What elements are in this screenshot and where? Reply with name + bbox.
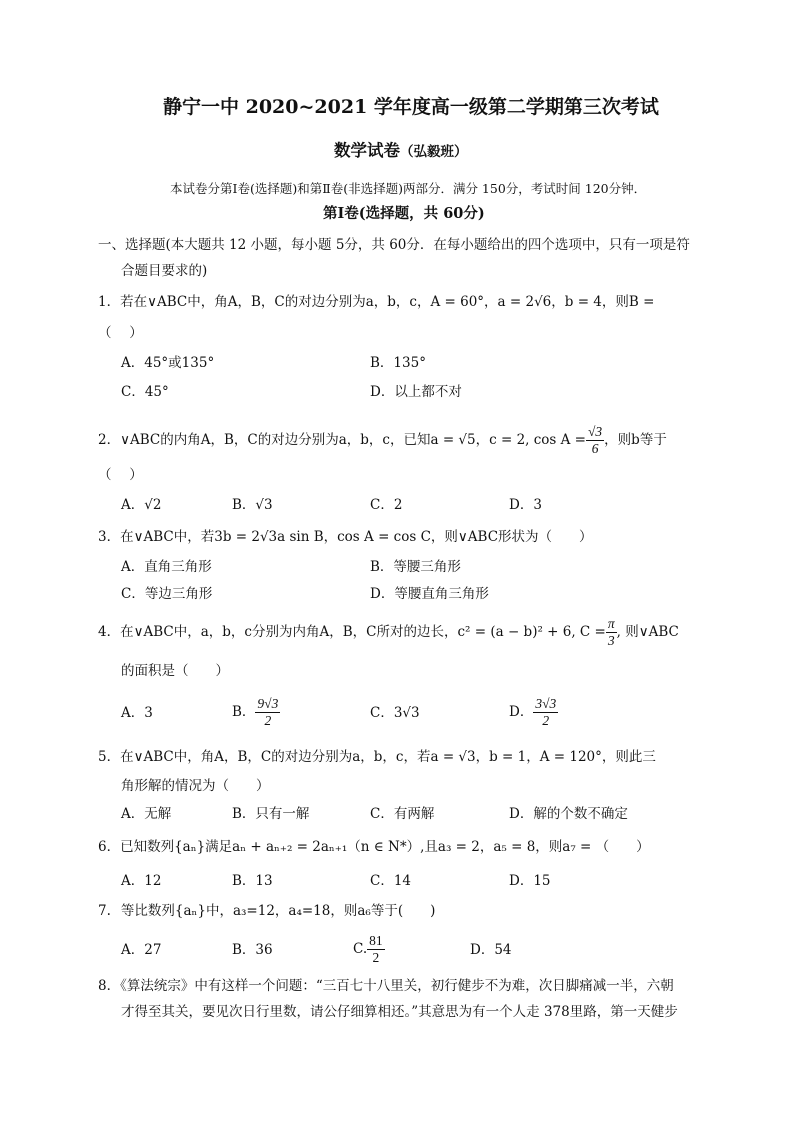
question-2-blank: （ ） bbox=[98, 467, 143, 483]
question-7-option-b: B．36 bbox=[232, 942, 273, 958]
question-4-option-d-denominator: 2 bbox=[542, 713, 550, 728]
question-6-option-a: A．12 bbox=[121, 873, 162, 889]
question-4-option-d-numerator: 3√3 bbox=[535, 696, 557, 711]
exam-intro: 本试卷分第Ⅰ卷(选择题)和第Ⅱ卷(非选择题)两部分．满分 150分，考试时间 120分钟． bbox=[170, 181, 647, 196]
question-5-text-b: 角形解的情况为（ ） bbox=[121, 778, 270, 794]
question-7-option-c-fraction bbox=[367, 933, 385, 966]
question-1-blank: （ ） bbox=[98, 325, 143, 341]
question-2-text-a: ∨ABC的内角A，B，C的对边分别为a，b，c，已知a = √5，c = 2, cos A = bbox=[120, 432, 586, 448]
question-6-option-b: B．13 bbox=[232, 873, 273, 889]
question-2-option-b: B．√3 bbox=[232, 497, 273, 513]
exam-subtitle bbox=[334, 142, 468, 161]
question-5-text-a: 在∨ABC中，角A，B，C的对边分别为a，b，c，若a = √3，b = 1，A = 120°，则此三 bbox=[120, 749, 656, 765]
question-4-option-b-numerator: 9√3 bbox=[257, 696, 279, 711]
question-2-stem bbox=[98, 420, 667, 460]
question-4-option-d-label: D． bbox=[509, 704, 534, 720]
question-7-option-c bbox=[353, 929, 385, 969]
question-7-option-c-label: C. bbox=[353, 941, 368, 957]
subtitle-class-note: （弘毅班） bbox=[400, 144, 468, 160]
question-7-number: 7. bbox=[98, 903, 111, 919]
question-3-text: 在∨ABC中，若3b = 2√3a sin B，cos A = cos C，则∨ABC形状为（ ） bbox=[120, 529, 593, 545]
question-3-option-c: C．等边三角形 bbox=[121, 586, 213, 602]
question-3-option-d: D．等腰直角三角形 bbox=[370, 586, 489, 602]
question-8-line-1 bbox=[98, 977, 674, 995]
question-4-option-c: C．3√3 bbox=[370, 705, 420, 721]
question-2-fraction bbox=[586, 424, 604, 457]
question-7-option-c-denominator: 2 bbox=[372, 950, 380, 965]
question-7-text: 等比数列{aₙ}中，a₃=12，a₄=18，则a₆等于( ) bbox=[120, 903, 436, 919]
instructions-line-2: 合题目要求的) bbox=[121, 263, 208, 279]
question-4-text-a: 在∨ABC中，a，b，c分别为内角A，B，C所对的边长，c² = (a − b)² + 6, C = bbox=[120, 624, 606, 640]
question-6-stem bbox=[98, 838, 650, 856]
question-2-text-b: ，则b等于 bbox=[604, 432, 667, 448]
question-3-number: 3． bbox=[98, 529, 121, 545]
question-5-number: 5． bbox=[98, 749, 121, 765]
question-7-option-c-numerator: 81 bbox=[369, 933, 383, 948]
instructions-line-1: 一、选择题(本大题共 12 小题，每小题 5分，共 60分．在每小题给出的四个选项中，只有一项是符 bbox=[98, 237, 690, 253]
question-6-number: 6． bbox=[98, 839, 121, 855]
question-8-text-a: 《算法统宗》中有这样一个问题：“三百七十八里关，初行健步不为难，次日脚痛减一半，六朝 bbox=[120, 978, 674, 994]
question-2-fraction-numerator: √3 bbox=[588, 424, 603, 439]
question-7-stem bbox=[98, 902, 435, 920]
question-4-text-b: , 则∨ABC bbox=[616, 624, 679, 640]
question-2-fraction-denominator: 6 bbox=[591, 441, 599, 456]
question-1-stem bbox=[98, 293, 654, 311]
question-1-option-a: A．45°或135° bbox=[121, 355, 215, 371]
question-1-number: 1． bbox=[98, 294, 121, 310]
question-8-line-2: 才得至其关，要见次日行里数，请公仔细算相还。”其意思为有一个人走 378里路，第一天健步 bbox=[121, 1004, 678, 1020]
question-2-number: 2． bbox=[98, 432, 121, 448]
question-1-text: 若在∨ABC中，角A，B，C的对边分别为a，b，c，A = 60°，a = 2√6，b = 4，则B = bbox=[120, 294, 655, 310]
exam-title: 静宁一中 2020~2021 学年度高一级第二学期第三次考试 bbox=[163, 96, 659, 118]
subtitle-text: 数学试卷 bbox=[334, 141, 400, 160]
question-4-option-a: A．3 bbox=[121, 705, 153, 721]
question-4-option-d bbox=[509, 692, 558, 732]
question-2-option-d: D．3 bbox=[509, 497, 542, 513]
section-heading: 第Ⅰ卷(选择题，共 60分) bbox=[323, 205, 485, 222]
question-3-option-b: B．等腰三角形 bbox=[370, 559, 461, 575]
question-6-option-c: C．14 bbox=[370, 873, 412, 889]
question-4-option-b-label: B． bbox=[232, 704, 256, 720]
question-4-number: 4． bbox=[98, 624, 121, 640]
question-4-option-b bbox=[232, 692, 280, 732]
question-1-option-b: B．135° bbox=[370, 355, 426, 371]
question-6-text: 已知数列{aₙ}满足aₙ + aₙ₊₂ = 2aₙ₊₁（n ∈ N*）,且a₃ = 2，a₅ = 8，则a₇ = （ ） bbox=[120, 839, 650, 855]
question-2-option-c: C．2 bbox=[370, 497, 403, 513]
question-1-option-d: D．以上都不对 bbox=[370, 384, 462, 400]
question-5-option-c: C．有两解 bbox=[370, 806, 435, 822]
question-2-option-a: A．√2 bbox=[121, 497, 162, 513]
question-6-option-d: D．15 bbox=[509, 873, 551, 889]
question-8-number: 8． bbox=[98, 978, 121, 994]
question-4-option-d-fraction bbox=[533, 696, 558, 729]
question-5-stem bbox=[98, 748, 656, 766]
question-4-option-b-fraction bbox=[255, 696, 280, 729]
question-4-option-b-denominator: 2 bbox=[264, 713, 272, 728]
question-3-option-a: A．直角三角形 bbox=[121, 559, 212, 575]
question-5-option-d: D．解的个数不确定 bbox=[509, 806, 628, 822]
question-3-stem bbox=[98, 528, 593, 546]
question-7-option-d: D．54 bbox=[470, 942, 512, 958]
question-4-stem bbox=[98, 612, 679, 652]
question-4-fraction-denominator: 3 bbox=[607, 633, 615, 648]
question-1-option-c: C．45° bbox=[121, 384, 169, 400]
question-4-fraction bbox=[606, 616, 617, 649]
question-5-option-a: A．无解 bbox=[121, 806, 172, 822]
question-5-option-b: B．只有一解 bbox=[232, 806, 310, 822]
question-7-option-a: A．27 bbox=[121, 942, 162, 958]
question-4-fraction-numerator: π bbox=[607, 616, 615, 631]
question-4-text-c: 的面积是（ ） bbox=[121, 663, 229, 679]
